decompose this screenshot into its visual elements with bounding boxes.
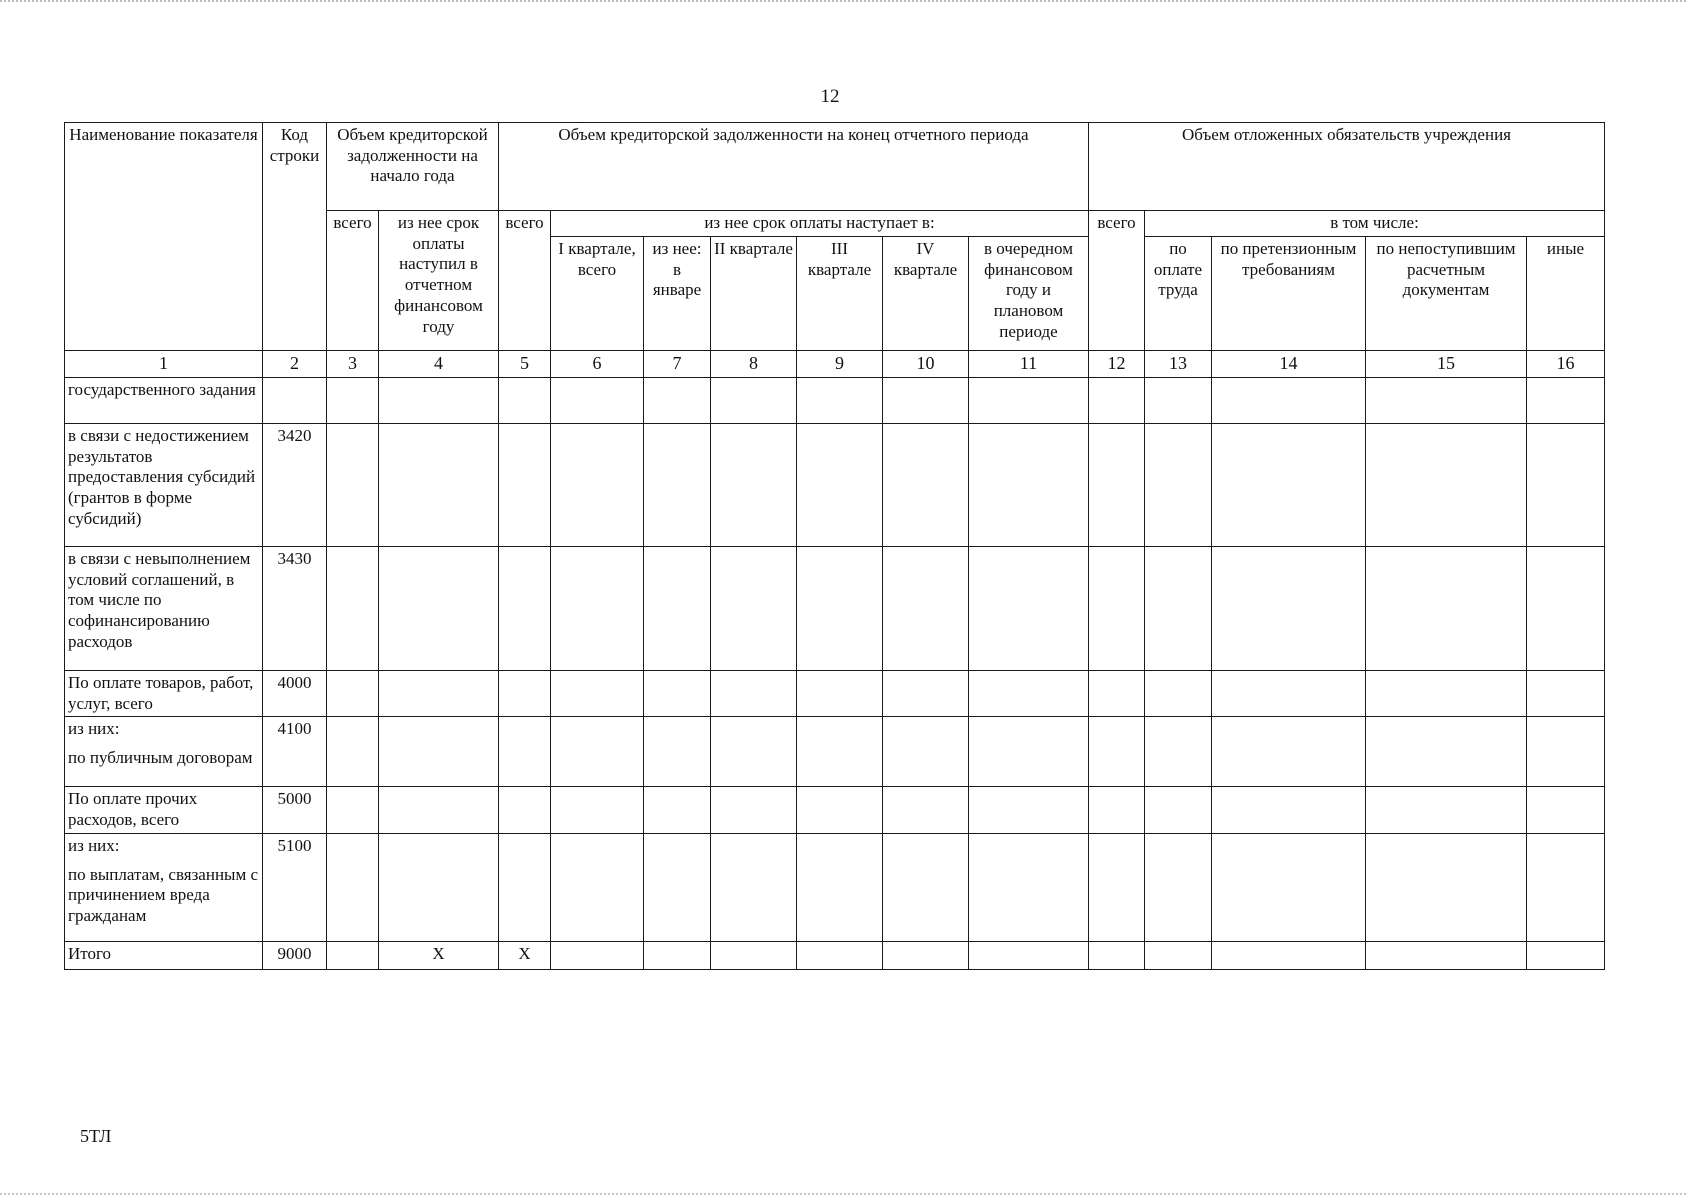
cell-col-6 (551, 787, 644, 833)
column-number-row (65, 351, 1605, 378)
cell-col-7 (644, 670, 711, 716)
form-code: 5ТЛ (80, 1126, 112, 1146)
header-other: иные (1527, 237, 1605, 351)
cell-col-7 (644, 787, 711, 833)
cell-col-3 (327, 787, 379, 833)
cell-col-15 (1366, 833, 1527, 941)
header-claims: по претензионным требованиям (1212, 237, 1366, 351)
header-deferred-total: всего (1089, 211, 1145, 351)
cell-col-6 (551, 833, 644, 941)
column-number: 7 (644, 351, 711, 378)
cell-col-12 (1089, 546, 1145, 670)
cell-col-10 (883, 717, 969, 787)
cell-col-16 (1527, 423, 1605, 546)
cell-col-11 (969, 377, 1089, 423)
cell-col-12 (1089, 941, 1145, 969)
cell-col-15 (1366, 377, 1527, 423)
row-subname-text: по публичным договорам (68, 748, 253, 768)
cell-col-12 (1089, 787, 1145, 833)
cell-col-5 (499, 717, 551, 787)
cell-col-16 (1527, 833, 1605, 941)
cell-col-15 (1366, 717, 1527, 787)
cell-col-13 (1145, 833, 1212, 941)
cell-col-15 (1366, 670, 1527, 716)
cell-col-9 (797, 377, 883, 423)
cell-col-10 (883, 941, 969, 969)
cell-col-10 (883, 670, 969, 716)
cell-col-5 (499, 423, 551, 546)
cell-col-15 (1366, 941, 1527, 969)
cell-col-6 (551, 423, 644, 546)
cell-col-10 (883, 377, 969, 423)
cell-col-14 (1212, 941, 1366, 969)
column-number: 2 (263, 351, 327, 378)
row-subname-text: по выплатам, связанным с причинением вреда гражданам (68, 864, 259, 926)
cell-col-12 (1089, 717, 1145, 787)
cell-col-12 (1089, 423, 1145, 546)
row-code: 4000 (263, 670, 327, 716)
row-name-text: в связи с невыполнением условий соглашений, в том числе по софинансированию расходов (68, 548, 251, 651)
cell-col-9 (797, 546, 883, 670)
cell-col-8 (711, 377, 797, 423)
cell-col-5 (499, 787, 551, 833)
row-code: 5000 (263, 787, 327, 833)
cell-col-7 (644, 377, 711, 423)
cell-col-9 (797, 787, 883, 833)
cell-col-14 (1212, 833, 1366, 941)
column-number: 8 (711, 351, 797, 378)
row-name (65, 377, 263, 423)
cell-col-13 (1145, 423, 1212, 546)
header-start-overdue: из нее срок оплаты наступил в отчетном финансовом году (379, 211, 499, 351)
header-q1: I квартале, всего (551, 237, 644, 351)
row-name (65, 423, 263, 546)
header-q4: IV квартале (883, 237, 969, 351)
cell-col-16 (1527, 941, 1605, 969)
header-labor: по оплате труда (1145, 237, 1212, 351)
cell-col-3 (327, 717, 379, 787)
cell-col-3 (327, 546, 379, 670)
page-number: 12 (820, 86, 840, 107)
column-number: 13 (1145, 351, 1212, 378)
cell-col-3 (327, 423, 379, 546)
cell-col-8 (711, 941, 797, 969)
cell-col-11 (969, 423, 1089, 546)
row-name (65, 941, 263, 969)
cell-col-8 (711, 423, 797, 546)
cell-col-5 (499, 670, 551, 716)
header-name: Наименование показателя (65, 123, 263, 351)
table-row (65, 833, 1605, 941)
cell-col-15 (1366, 423, 1527, 546)
cell-col-11 (969, 941, 1089, 969)
row-code: 3430 (263, 546, 327, 670)
row-code: 4100 (263, 717, 327, 787)
cell-col-5 (499, 546, 551, 670)
cell-col-9 (797, 833, 883, 941)
column-number: 3 (327, 351, 379, 378)
column-number: 4 (379, 351, 499, 378)
header-end-due: из нее срок оплаты наступает в: (551, 211, 1089, 237)
row-name (65, 546, 263, 670)
cell-col-14 (1212, 787, 1366, 833)
cell-col-15 (1366, 546, 1527, 670)
cell-col-4 (379, 670, 499, 716)
cell-col-6 (551, 377, 644, 423)
row-name (65, 833, 263, 941)
row-name-text: По оплате прочих расходов, всего (68, 789, 198, 830)
cell-col-3 (327, 941, 379, 969)
row-name-text: государственного задания (68, 379, 256, 399)
cell-col-5: X (499, 941, 551, 969)
header-including: в том числе: (1145, 211, 1605, 237)
cell-col-7 (644, 717, 711, 787)
cell-col-11 (969, 670, 1089, 716)
row-code: 5100 (263, 833, 327, 941)
cell-col-3 (327, 377, 379, 423)
cell-col-8 (711, 787, 797, 833)
header-code: Код строки (263, 123, 327, 351)
table-row (65, 423, 1605, 546)
cell-col-13 (1145, 670, 1212, 716)
header-end-total: всего (499, 211, 551, 351)
header-q2: II квартале (711, 237, 797, 351)
column-number: 10 (883, 351, 969, 378)
header-next-year: в очередном финансовом году и плановом периоде (969, 237, 1089, 351)
cell-col-11 (969, 787, 1089, 833)
cell-col-3 (327, 670, 379, 716)
cell-col-4 (379, 833, 499, 941)
cell-col-9 (797, 941, 883, 969)
cell-col-14 (1212, 423, 1366, 546)
cell-col-11 (969, 546, 1089, 670)
cell-col-16 (1527, 787, 1605, 833)
cell-col-16 (1527, 546, 1605, 670)
column-number: 9 (797, 351, 883, 378)
header-end-volume: Объем кредиторской задолженности на конец отчетного периода (499, 123, 1089, 211)
cell-col-15 (1366, 787, 1527, 833)
table-row (65, 787, 1605, 833)
cell-col-13 (1145, 377, 1212, 423)
cell-col-4 (379, 717, 499, 787)
column-number: 1 (65, 351, 263, 378)
table-row (65, 717, 1605, 787)
cell-col-7 (644, 833, 711, 941)
column-number: 11 (969, 351, 1089, 378)
cell-col-3 (327, 833, 379, 941)
column-number: 15 (1366, 351, 1527, 378)
cell-col-6 (551, 717, 644, 787)
header-deferred-volume: Объем отложенных обязательств учреждения (1089, 123, 1605, 211)
cell-col-6 (551, 670, 644, 716)
cell-col-9 (797, 670, 883, 716)
cell-col-8 (711, 717, 797, 787)
column-number: 14 (1212, 351, 1366, 378)
cell-col-14 (1212, 377, 1366, 423)
cell-col-16 (1527, 377, 1605, 423)
cell-col-8 (711, 833, 797, 941)
cell-col-12 (1089, 377, 1145, 423)
row-code: 3420 (263, 423, 327, 546)
cell-col-7 (644, 941, 711, 969)
header-january: из нее: в январе (644, 237, 711, 351)
cell-col-13 (1145, 941, 1212, 969)
cell-col-13 (1145, 546, 1212, 670)
cell-col-8 (711, 670, 797, 716)
table-row (65, 670, 1605, 716)
row-name-text: Итого (68, 943, 112, 963)
cell-col-9 (797, 423, 883, 546)
row-name-text: По оплате товаров, работ, услуг, всего (68, 672, 254, 713)
cell-col-14 (1212, 546, 1366, 670)
scan-edge-bottom (0, 1193, 1686, 1195)
cell-col-4 (379, 546, 499, 670)
cell-col-10 (883, 423, 969, 546)
header-start-volume: Объем кредиторской задолженности на начало года (327, 123, 499, 211)
cell-col-8 (711, 546, 797, 670)
row-name-text: из них: (68, 719, 120, 739)
cell-col-4: X (379, 941, 499, 969)
column-number: 16 (1527, 351, 1605, 378)
cell-col-11 (969, 717, 1089, 787)
cell-col-16 (1527, 670, 1605, 716)
cell-col-4 (379, 377, 499, 423)
cell-col-12 (1089, 670, 1145, 716)
column-number: 5 (499, 351, 551, 378)
cell-col-13 (1145, 787, 1212, 833)
cell-col-10 (883, 833, 969, 941)
row-name (65, 717, 263, 787)
cell-col-12 (1089, 833, 1145, 941)
cell-col-5 (499, 833, 551, 941)
cell-col-7 (644, 423, 711, 546)
cell-col-13 (1145, 717, 1212, 787)
scan-edge-top (0, 0, 1686, 2)
cell-col-16 (1527, 717, 1605, 787)
row-name-text: из них: (68, 835, 120, 855)
row-code: 9000 (263, 941, 327, 969)
cell-col-14 (1212, 670, 1366, 716)
row-name-text: в связи с недостижением результатов предоставления субсидий (грантов в форме субсидий) (68, 425, 256, 528)
row-name (65, 787, 263, 833)
row-code (263, 377, 327, 423)
column-number: 6 (551, 351, 644, 378)
header-row-1 (65, 123, 1605, 211)
cell-col-6 (551, 941, 644, 969)
cell-col-10 (883, 787, 969, 833)
table-row (65, 941, 1605, 969)
cell-col-4 (379, 787, 499, 833)
header-q3: III квартале (797, 237, 883, 351)
cell-col-5 (499, 377, 551, 423)
cell-col-10 (883, 546, 969, 670)
cell-col-7 (644, 546, 711, 670)
row-name (65, 670, 263, 716)
table-row (65, 377, 1605, 423)
report-table (64, 122, 1605, 970)
cell-col-11 (969, 833, 1089, 941)
table-row (65, 546, 1605, 670)
cell-col-6 (551, 546, 644, 670)
cell-col-4 (379, 423, 499, 546)
header-start-total: всего (327, 211, 379, 351)
cell-col-9 (797, 717, 883, 787)
cell-col-14 (1212, 717, 1366, 787)
column-number: 12 (1089, 351, 1145, 378)
header-docs: по непоступившим расчетным документам (1366, 237, 1527, 351)
